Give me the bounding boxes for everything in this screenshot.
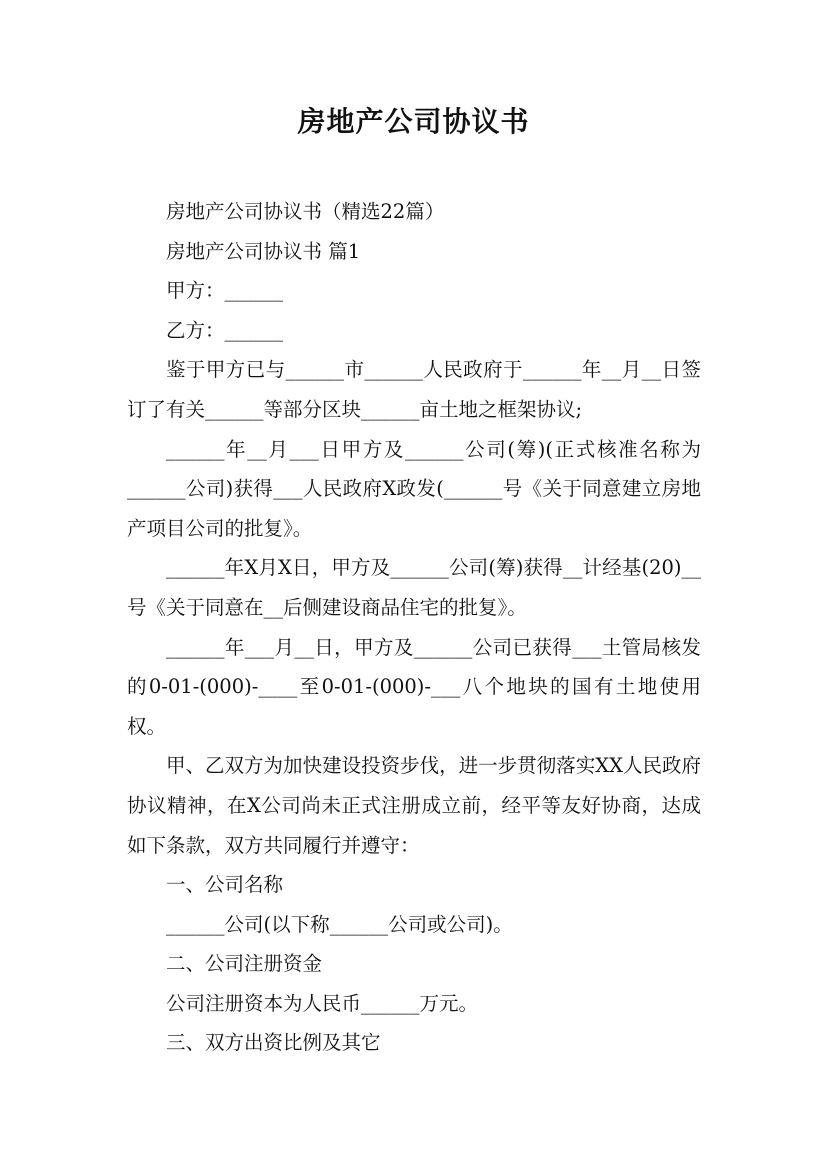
heading-contribution-ratio: 三、双方出资比例及其它	[166, 1031, 381, 1055]
paragraph-framework-agreement: 鉴于甲方已与______市______人民政府于______年__月__日签订了有关______等部分区块______亩土地之框架协议;	[127, 358, 701, 421]
document-body	[127, 192, 701, 1063]
paragraph-subtitle: 房地产公司协议书（精选22篇）	[166, 200, 445, 223]
paragraph-section-heading: 房地产公司协议书 篇1	[166, 239, 361, 263]
paragraph-party-a: 甲方：______	[166, 279, 284, 303]
paragraph-agreement-intro: 甲、乙双方为加快建设投资步伐，进一步贯彻落实XX人民政府协议精神，在X公司尚未正式注册成立前，经平等友好协商，达成如下条款，双方共同履行并遵守：	[127, 754, 701, 857]
paragraph-company-name: ______公司(以下称______公司或公司)。	[166, 912, 513, 936]
heading-registered-capital: 二、公司注册资金	[166, 952, 323, 976]
paragraph-land-use-rights: ______年___月__日，甲方及______公司已获得___土管局核发的0-01-(000)-____至0-01-(000)-___八个地块的国有土地使用权。	[127, 635, 701, 738]
paragraph-party-b: 乙方：______	[166, 318, 284, 342]
document-title: 房地产公司协议书	[297, 105, 530, 138]
paragraph-approval-1: ______年__月___日甲方及______公司(筹)(正式核准名称为______公司)获得___人民政府X政发(______号《关于同意建立房地产项目公司的批复》。	[127, 437, 701, 540]
paragraph-registered-capital: 公司注册资本为人民币______万元。	[166, 991, 479, 1015]
heading-company-name: 一、公司名称	[166, 873, 284, 897]
paragraph-approval-2: ______年X月X日，甲方及______公司(筹)获得__计经基(20)__号《关于同意在__后侧建设商品住宅的批复》。	[127, 556, 701, 619]
